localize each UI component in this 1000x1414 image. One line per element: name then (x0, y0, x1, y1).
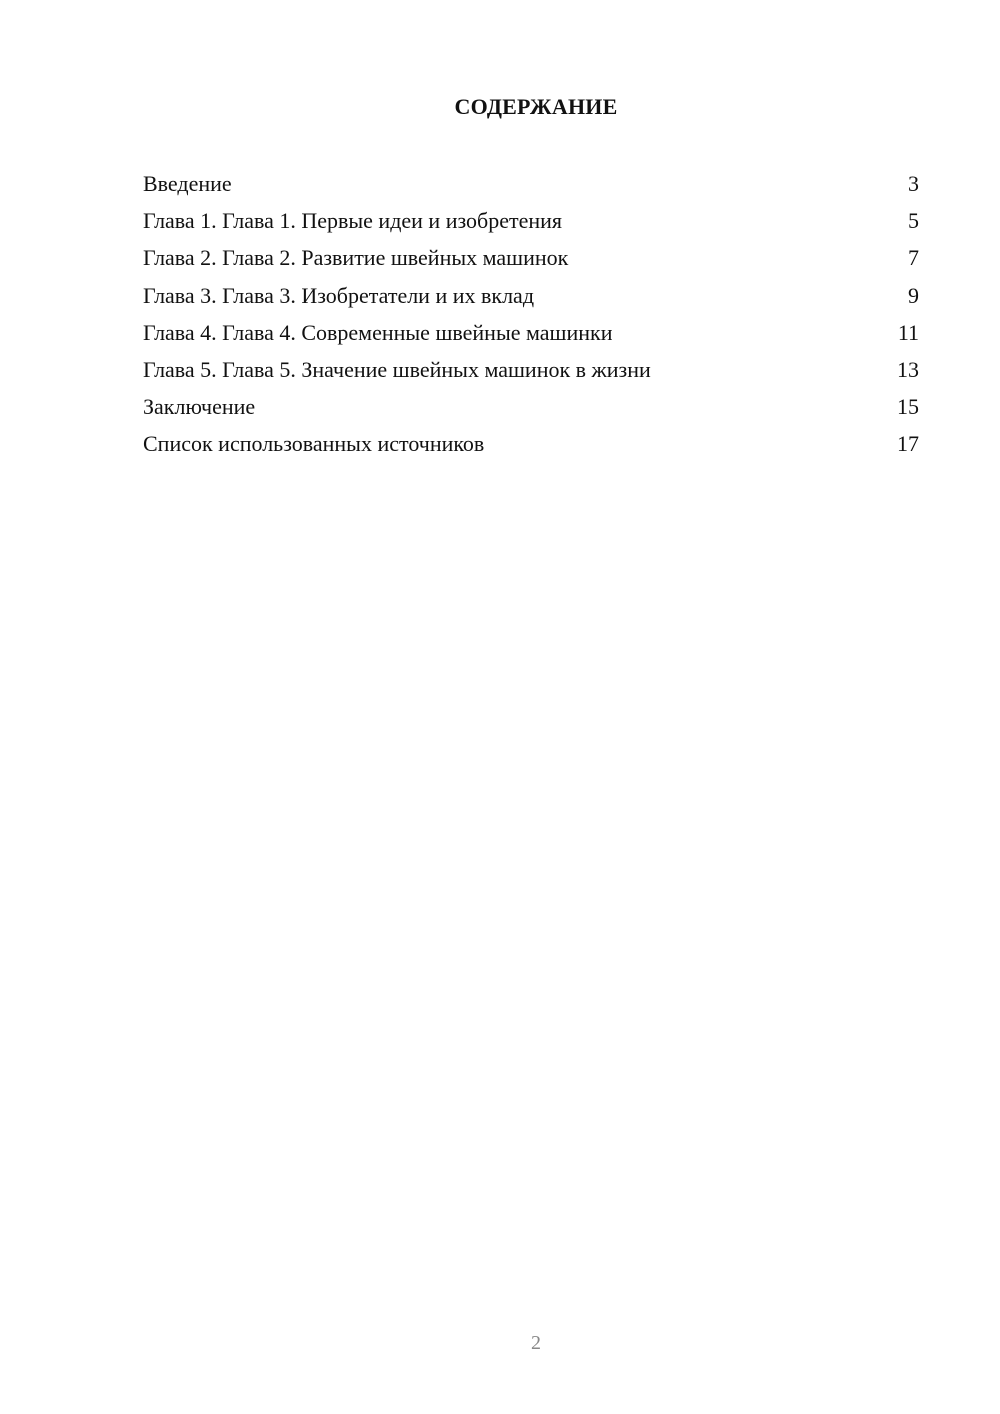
toc-item-label: Введение (143, 171, 232, 196)
page-title: СОДЕРЖАНИЕ (454, 94, 618, 119)
toc-item-chapter-5[interactable] (143, 354, 919, 391)
toc-item-chapter-3[interactable] (143, 280, 919, 317)
toc-item-conclusion[interactable] (143, 391, 919, 428)
toc-item-label: Глава 2. Глава 2. Развитие швейных машинок (143, 245, 569, 271)
toc-item-label: Список использованных источников (143, 431, 485, 457)
toc-item-chapter-2[interactable] (143, 242, 919, 279)
toc-item-chapter-1[interactable] (143, 205, 919, 242)
toc-item-label: Глава 4. Глава 4. Современные швейные машинки (143, 319, 613, 345)
toc-item-page: 7 (908, 245, 919, 271)
toc-item-label: Глава 1. Глава 1. Первые идеи и изобретения (143, 208, 563, 234)
toc-item-page: 17 (897, 431, 919, 457)
toc-item-page: 11 (897, 319, 919, 345)
toc-item-label: Глава 5. Глава 5. Значение швейных машинок в жизни (143, 356, 651, 382)
toc-item-references[interactable] (143, 428, 919, 465)
toc-item-page: 9 (908, 282, 919, 308)
toc-item-page: 5 (908, 208, 919, 234)
toc-item-chapter-4[interactable] (143, 317, 919, 354)
page-number: 2 (531, 1332, 541, 1354)
toc-item-label: Заключение (143, 394, 256, 420)
toc-item-page: 15 (897, 394, 919, 420)
toc-item-label: Глава 3. Глава 3. Изобретатели и их вклад (143, 282, 535, 308)
toc-item-page: 13 (897, 356, 919, 382)
toc-item-introduction[interactable] (143, 168, 919, 205)
table-of-contents (143, 168, 919, 466)
toc-item-page: 3 (908, 171, 919, 196)
